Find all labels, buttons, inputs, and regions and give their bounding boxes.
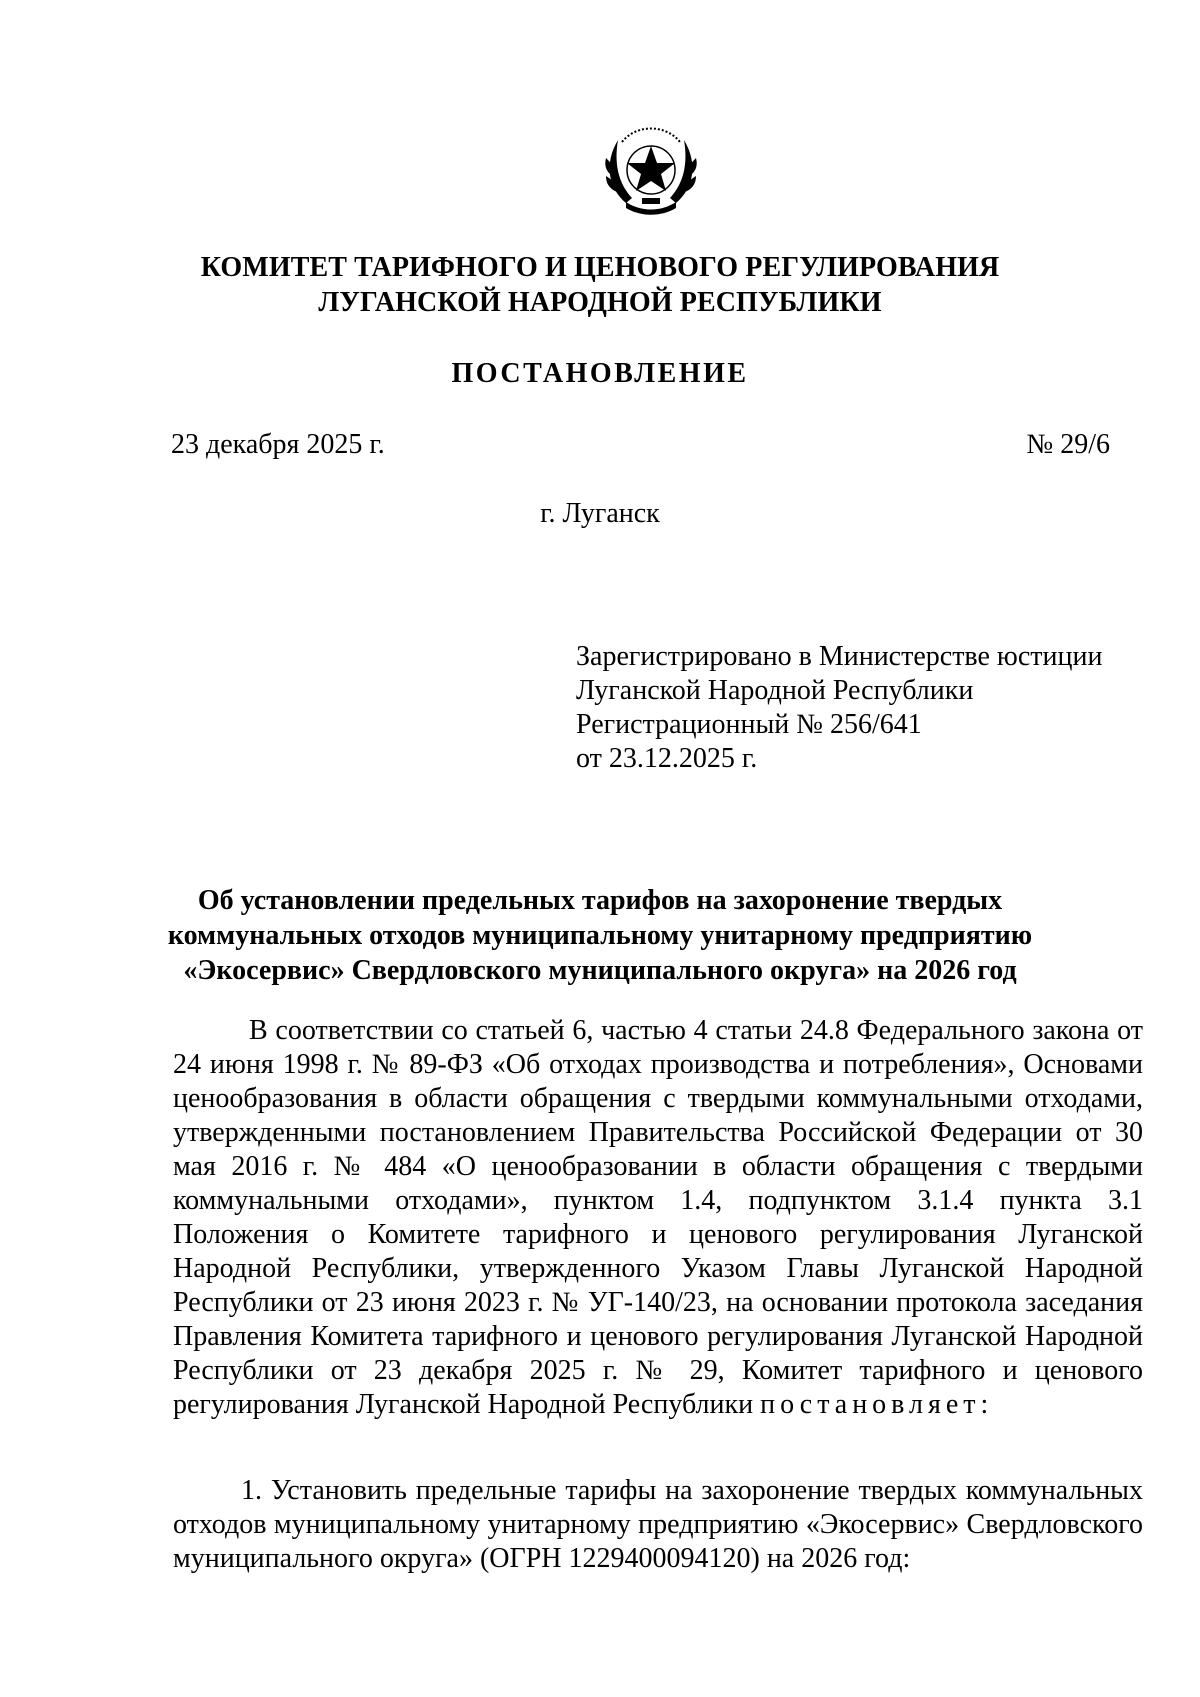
document-title-line2: коммунальных отходов муниципальному унитарному предприятию <box>167 920 1033 951</box>
preamble-text: В соответствии со статьей 6, частью 4 статьи 24.8 Федерального закона от 24 июня 1998 г. № 89-ФЗ «Об отходах производства и потребления», Основами ценообразования в области обращения с твердыми коммунальными отходами, утвержденными постановлением Правительства Российской Федерации от 30 мая 2016 г. № 484 «О ценообразовании в области обращения с твердыми коммунальными отходами», пунктом 1.4, подпунктом 3.1.4 пункта 3.1 Положения о Комитете тарифного и ценового регулирования Луганской Народной Республики, утвержденного Указом Главы Луганской Народной Республики от 23 июня 2023 г. № УГ-140/23, на основании протокола заседания Правления Комитета тарифного и ценового регулирования Луганской Народной Республики от 23 декабря 2025 г. № 29, Комитет тарифного и ценового регулирования Луганской Народной Республики <box>173 1015 1143 1420</box>
resolves-word: постановляет: <box>760 1389 994 1420</box>
preamble-paragraph <box>173 1014 1143 1422</box>
registration-block <box>576 640 1102 776</box>
organization-name-line2: ЛУГАНСКОЙ НАРОДНОЙ РЕСПУБЛИКИ <box>318 287 882 318</box>
organization-name-line1: КОМИТЕТ ТАРИФНОГО И ЦЕНОВОГО РЕГУЛИРОВАНИЯ <box>200 252 1000 283</box>
registration-line3: Регистрационный № 256/641 <box>576 709 922 740</box>
clause-1-paragraph: 1. Установить предельные тарифы на захоронение твердых коммунальных отходов муниципальному унитарному предприятию «Экосервис» Свердловского муниципального округа» (ОГРН 1229400094120) на 2026 год: <box>173 1475 1143 1574</box>
document-title-line3: «Экосервис» Свердловского муниципального округа» на 2026 год <box>183 955 1017 986</box>
registration-line2: Луганской Народной Республики <box>576 675 974 706</box>
coat-of-arms-emblem <box>596 118 706 218</box>
registration-line1: Зарегистрировано в Министерстве юстиции <box>576 641 1103 672</box>
document-number: № 29/6 <box>1026 429 1110 460</box>
document-city: г. Луганск <box>540 498 660 529</box>
document-type: ПОСТАНОВЛЕНИЕ <box>451 358 749 389</box>
document-title-line1: Об установлении предельных тарифов на захоронение твердых <box>197 885 1003 916</box>
document-title <box>150 883 1050 988</box>
lnr-coat-of-arms-icon <box>596 118 706 218</box>
document-date: 23 декабря 2025 г. <box>171 429 385 460</box>
registration-line4: от 23.12.2025 г. <box>576 743 758 774</box>
organization-name <box>0 250 1200 320</box>
